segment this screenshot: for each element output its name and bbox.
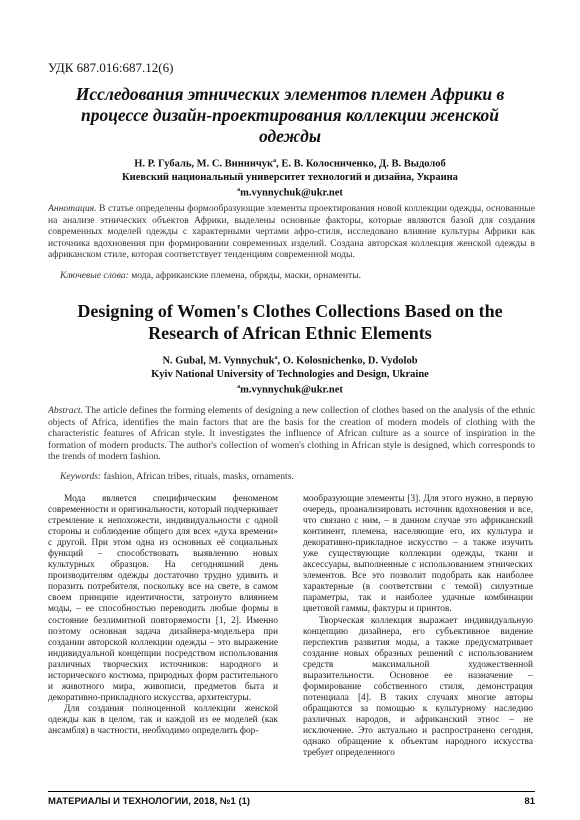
- email-ru: [40, 184, 540, 200]
- authors-ru-text: Н. Р. Губаль, М. С. Винничук: [134, 158, 274, 170]
- page-number: 81: [524, 796, 535, 807]
- authors-ru-rest: , Е. В. Колосниченко, Д. В. Выдолоб: [276, 158, 446, 170]
- abstract-ru: [48, 203, 535, 261]
- authors-ru: [40, 155, 540, 199]
- author-list-ru: [40, 155, 540, 171]
- keywords-en-label: Keywords:: [60, 471, 102, 482]
- abstract-ru-label: Аннотация.: [48, 203, 97, 214]
- body-column-left: [48, 494, 278, 737]
- keywords-en: [60, 471, 535, 483]
- authors-en-rest: , O. Kolosnichenko, D. Vydolob: [277, 355, 418, 367]
- authors-ru-sup: а: [273, 158, 277, 164]
- body-paragraph: Для создания полноценной коллекции женской одежды как в целом, так и каждой из ее моделей (как ансамбля) в частности, необходимо определить фор-: [48, 703, 278, 736]
- udk-code: УДК 687.016:687.12(6): [48, 60, 174, 75]
- keywords-en-text: fashion, African tribes, rituals, masks, ornaments.: [101, 471, 294, 482]
- abstract-ru-text: В статье определены формообразующие элементы проектирования новой коллекции одежды, основанные на анализе этнических объектов Африки, выделены основные факторы, которые являются базой для создания современных моделей одежды с характерными чертами афро-стиля, исследовано влияние культуры Африки как источника вдохновения при формировании современных изделий. Создана авторская коллекция женской одежды в африканском стиле, которая соответствует тенденциям современной моды.: [48, 203, 535, 261]
- title-en: Designing of Women's Clothes Collections Based on the Research of African Ethnic Elements: [77, 301, 503, 343]
- title-ru: Исследования этнических элементов племен Африки в процессе дизайн-проектирования коллекции женской одежды: [75, 84, 505, 146]
- body-column-right: [303, 494, 533, 759]
- body-paragraph: мообразующие элементы [3]. Для этого нужно, в первую очередь, проанализировать источник вдохновения и все, что связано с ним, – в данном случае это африканский континент, племена, населяющие его, их культура и декоративно-прикладное искусство – а также изучить уже существующие коллекции одежды, ткани и аксессуары, выполненные с использованием этнических элементов. Все это позволит подобрать как наиболее характерные (в соответствии с темой) силуэтные параметры, так и наиболее удачные комбинации цветовой гаммы, фактуры и принтов.: [303, 494, 533, 615]
- abstract-en-text: The article defines the forming elements of designing a new collection of clothes based on the analysis of the ethnic objects of Africa, identifies the main factors that are the basis for the creation of modern models of clothing with the characteristic features of African style. It investigates the influence of African culture as a source of inspiration in the formation of modern products. The author's collection of women's clothing in African style is designed, which corresponds to the trends of modern fashion.: [48, 405, 535, 463]
- footer-divider: [48, 791, 535, 792]
- affiliation-en: Kyiv National University of Technologies and Design, Ukraine: [151, 368, 429, 380]
- body-paragraph: Мода является специфическим феноменом современности и оригинальности, который подчеркивает стремление к непохожести, индивидуальности с одной стороны и соблюдение общего для всех «духа времени» с другой. При этом одна из основных её социальных функций – способствовать выявлению новых культурных образцов. На сегодняшний день производителям одежды достаточно трудно удивить и поразить потребителя, поскольку все на свете, в самом своем принципе идентичности, затронуто влиянием моды, – ее способностью переводить любые формы в состояние безлимитной повторяемости [1, 2]. Именно поэтому основная задача дизайнера-модельера при создании авторской коллекции одежды – это выражение индивидуальной концепции посредством использования различных творческих источников: народного и исторического костюма, природных форм растительного и животного мира, живописи, предметов быта и декоративно-прикладного искусства, архитектуры.: [48, 494, 278, 703]
- affiliation-ru: Киевский национальный университет технологий и дизайна, Украина: [122, 171, 458, 183]
- email-ru-text: m.vynnychuk@ukr.net: [240, 187, 343, 198]
- abstract-en: [48, 405, 535, 463]
- authors-en-sup: a: [274, 355, 278, 361]
- keywords-ru-label: Ключевые слова:: [60, 270, 129, 281]
- author-list-en: [40, 352, 540, 368]
- keywords-ru-text: мода, африканские племена, обряды, маски, орнаменты.: [128, 270, 362, 281]
- footer-journal: МАТЕРИАЛЫ И ТЕХНОЛОГИИ, 2018, №1 (1): [48, 796, 251, 807]
- abstract-en-label: Abstract.: [48, 405, 83, 416]
- body-paragraph: Творческая коллекция выражает индивидуальную концепцию дизайнера, его субъективное видение перспектив развития моды, а также предусматривает создание новых образных решений с использованием средств максимальной художественной выразительности. Основное ее назначение – формирование собственного стиля, демонстрация потенциала [4]. В таких случаях многие авторы обращаются за помощью к культурному наследию различных народов, и африканский этнос – не исключение. Это актуально и распространено сегодня, однако обращение к объектам народного искусства требует определенного: [303, 615, 533, 759]
- authors-en-text: N. Gubal, M. Vynnychuk: [162, 355, 275, 367]
- email-en-sup: a: [237, 383, 241, 390]
- keywords-ru: [60, 270, 535, 282]
- email-en: [40, 381, 540, 397]
- email-ru-sup: а: [237, 186, 241, 193]
- authors-en: [40, 352, 540, 396]
- email-en-text: m.vynnychuk@ukr.net: [240, 384, 343, 395]
